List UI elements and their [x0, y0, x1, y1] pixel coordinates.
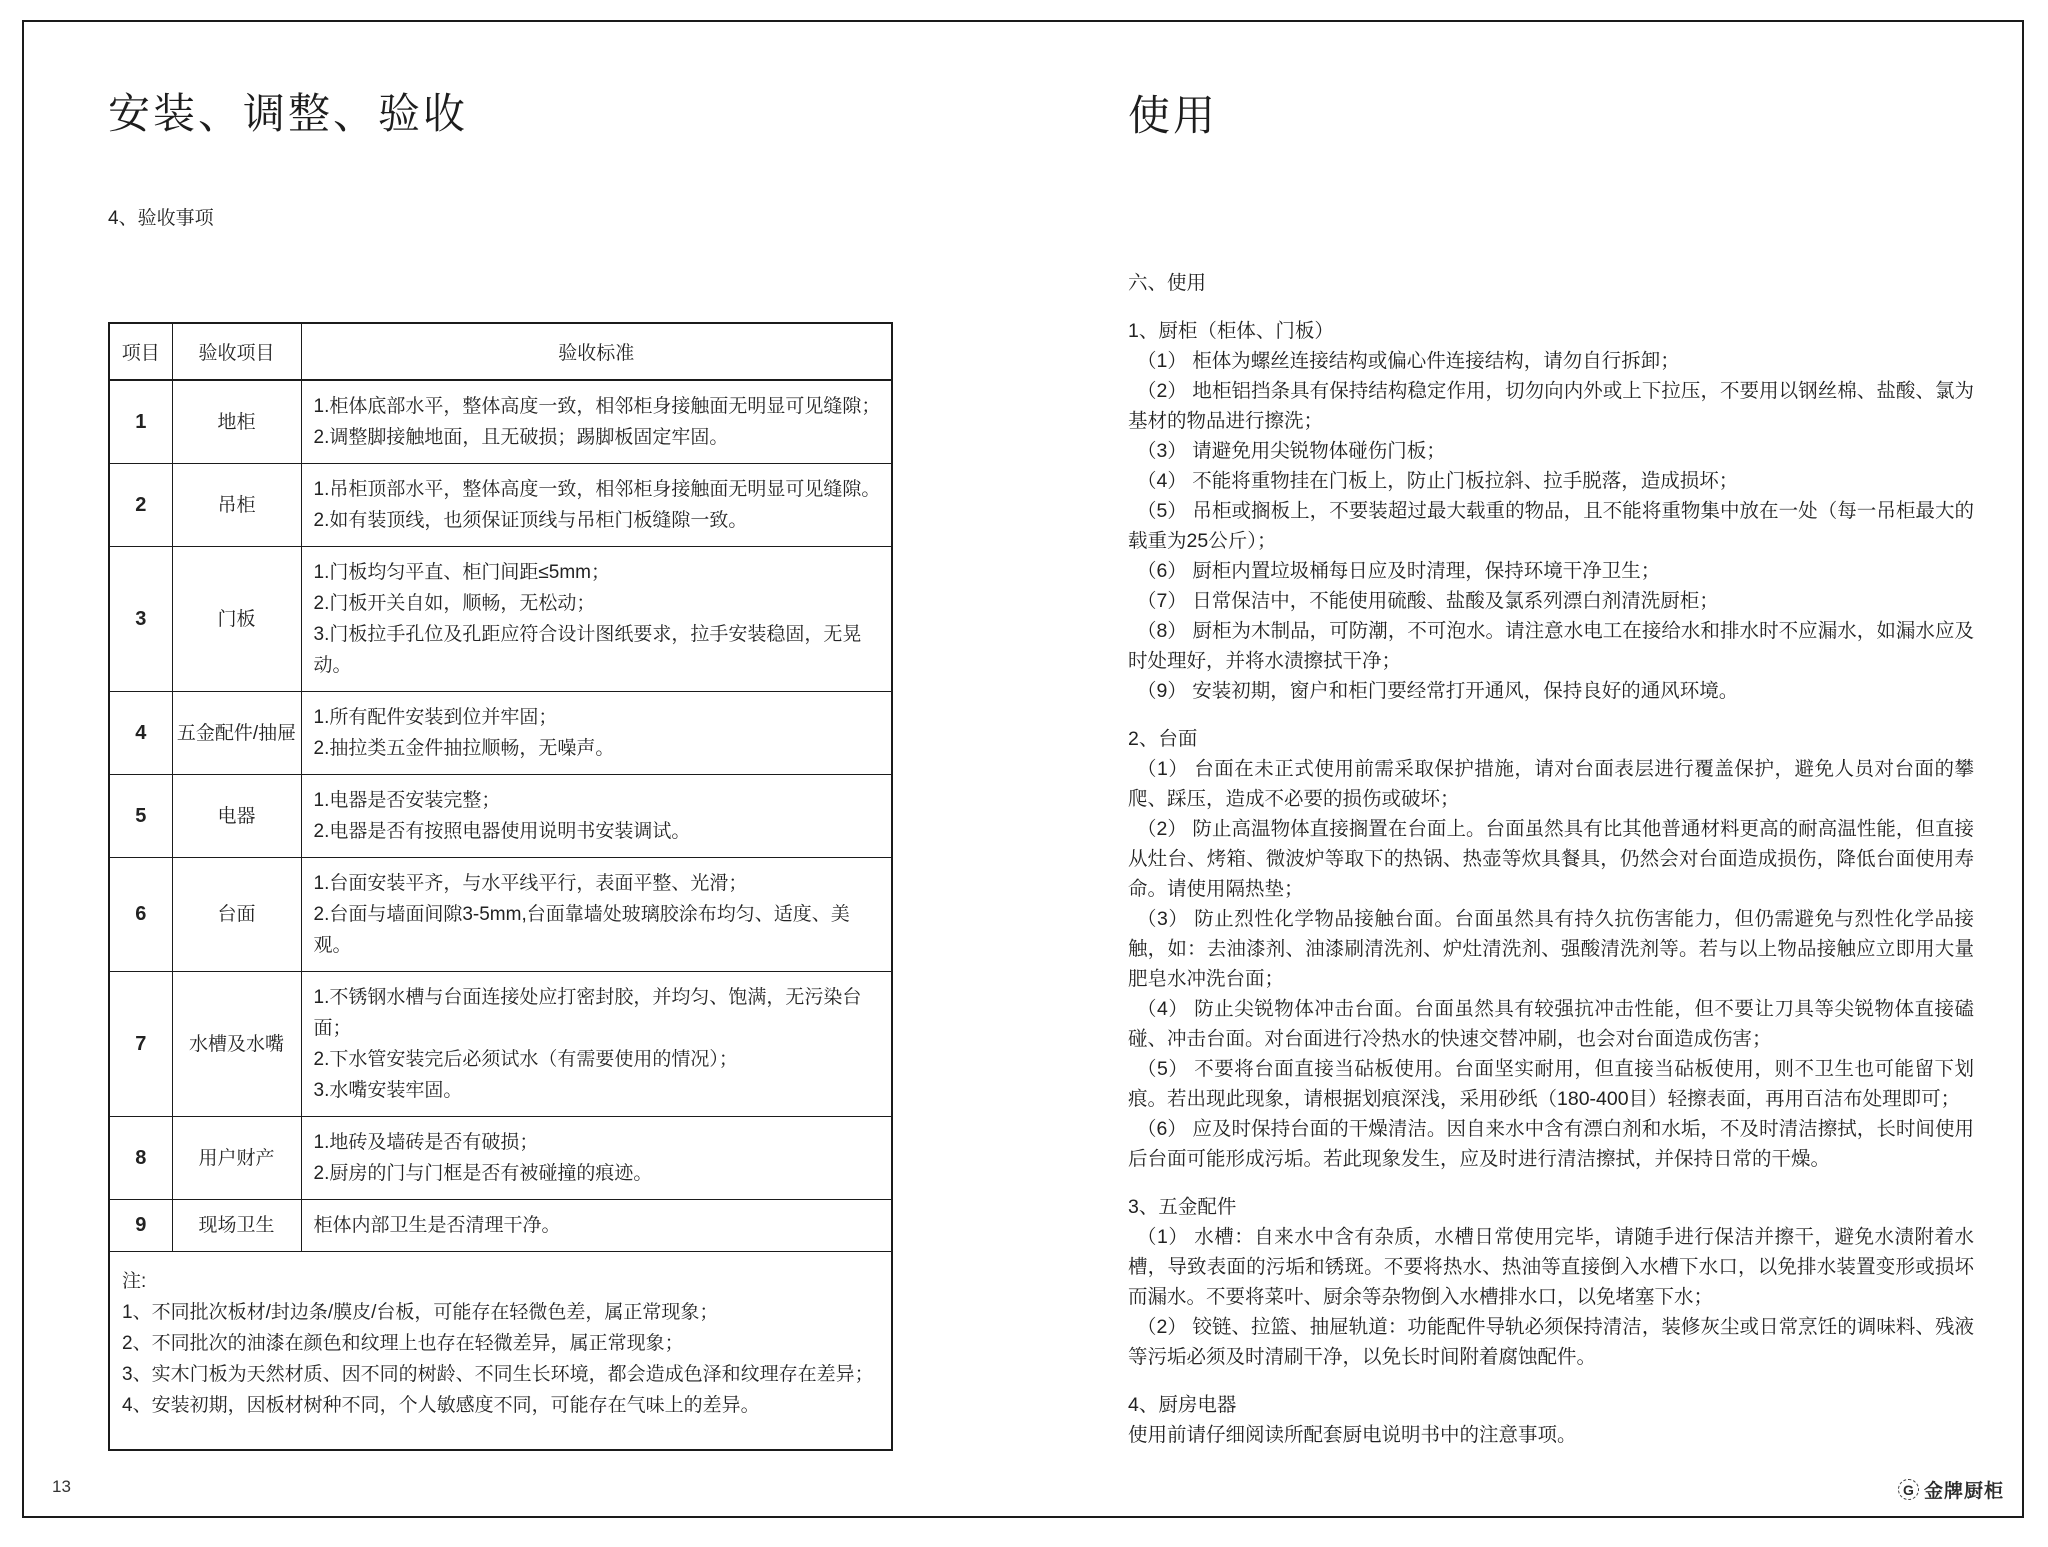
block-heading: 1、厨柜（柜体、门板）: [1128, 320, 1334, 342]
paragraph: （6） 厨柜内置垃圾桶每日应及时清理，保持环境干净卫生；: [1137, 560, 1661, 582]
note-line: 注:: [122, 1271, 147, 1292]
table-header-row: [109, 323, 892, 380]
row-number: 5: [109, 775, 172, 858]
standard-line: 2.门板开关自如，顺畅，无松动；: [313, 593, 596, 614]
note-line: 3、实木门板为天然材质、因不同的树龄、不同生长环境，都会造成色泽和纹理存在差异；: [122, 1364, 874, 1385]
row-number: 3: [109, 547, 172, 692]
paragraph: （1） 水槽：自来水中含有杂质，水槽日常使用完毕，请随手进行保洁并擦干，避免水渍附着水槽，导致表面的污垢和锈斑。不要将热水、热油等直接倒入水槽下水口，以免排水装置变形或损坏而漏水。不要将菜叶、厨余等杂物倒入水槽排水口，以免堵塞下水；: [1128, 1226, 1974, 1308]
row-number: 1: [109, 380, 172, 464]
row-number: 9: [109, 1200, 172, 1252]
row-standard: [301, 972, 892, 1117]
acceptance-table-body: [109, 380, 892, 1252]
standard-line: 1.吊柜顶部水平，整体高度一致，相邻柜身接触面无明显可见缝隙。: [313, 479, 881, 500]
standard-line: 1.电器是否安装完整；: [313, 790, 501, 811]
right-page-title: 使用: [1128, 92, 1219, 139]
header-item-no: 项目: [109, 323, 172, 380]
header-acceptance-item: 验收项目: [172, 323, 301, 380]
usage-section-heading: 六、使用: [1128, 272, 1207, 294]
table-row: [109, 858, 892, 972]
left-column: [108, 88, 998, 1451]
paragraph: （1） 柜体为螺丝连接结构或偏心件连接结构，请勿自行拆卸；: [1137, 350, 1680, 372]
paragraph: （2） 防止高温物体直接搁置在台面上。台面虽然具有比其他普通材料更高的耐高温性能，但直接从灶台、烤箱、微波炉等取下的热锅、热壶等炊具餐具，仍然会对台面造成损伤，降低台面使用寿命。请使用隔热垫；: [1128, 818, 1974, 900]
left-section-label: 4、验收事项: [108, 208, 214, 229]
paragraph: （2） 铰链、拉篮、抽屉轨道：功能配件导轨必须保持清洁，装修灰尘或日常烹饪的调味料、残液等污垢必须及时清刷干净，以免长时间附着腐蚀配件。: [1128, 1316, 1974, 1368]
standard-line: 2.电器是否有按照电器使用说明书安装调试。: [313, 821, 691, 842]
standard-line: 2.下水管安装完后必须试水（有需要使用的情况）；: [313, 1049, 738, 1070]
standard-line: 3.门板拉手孔位及孔距应符合设计图纸要求，拉手安装稳固，无晃动。: [313, 624, 862, 676]
standard-line: 1.柜体底部水平，整体高度一致，相邻柜身接触面无明显可见缝隙；: [313, 396, 881, 417]
standard-line: 2.抽拉类五金件抽拉顺畅，无噪声。: [313, 738, 615, 759]
standard-line: 1.门板均匀平直、柜门间距≤5mm；: [313, 562, 610, 583]
block-heading: 4、厨房电器: [1128, 1394, 1237, 1416]
row-item: 用户财产: [172, 1117, 301, 1200]
standard-line: 1.台面安装平齐，与水平线平行，表面平整、光滑；: [313, 873, 748, 894]
row-standard: [301, 464, 892, 547]
standard-line: 2.调整脚接触地面，且无破损；踢脚板固定牢固。: [313, 427, 729, 448]
paragraph: （3） 请避免用尖锐物体碰伤门板；: [1137, 440, 1446, 462]
paragraph: （7） 日常保洁中，不能使用硫酸、盐酸及氯系列漂白剂清洗厨柜；: [1137, 590, 1719, 612]
block-heading: 3、五金配件: [1128, 1196, 1237, 1218]
paragraph: （9） 安装初期，窗户和柜门要经常打开通风，保持良好的通风环境。: [1137, 680, 1739, 702]
paragraph: 使用前请仔细阅读所配套厨电说明书中的注意事项。: [1128, 1424, 1577, 1446]
row-item: 台面: [172, 858, 301, 972]
row-standard: [301, 547, 892, 692]
standard-line: 柜体内部卫生是否清理干净。: [313, 1215, 561, 1236]
table-row: [109, 547, 892, 692]
paragraph: （4） 防止尖锐物体冲击台面。台面虽然具有较强抗冲击性能，但不要让刀具等尖锐物体直接磕碰、冲击台面。对台面进行冷热水的快速交替冲刷，也会对台面造成伤害；: [1128, 998, 1974, 1050]
row-item: 电器: [172, 775, 301, 858]
standard-line: 2.台面与墙面间隙3-5mm,台面靠墙处玻璃胶涂布均匀、适度、美观。: [313, 904, 850, 956]
table-row: [109, 775, 892, 858]
row-item: 吊柜: [172, 464, 301, 547]
row-item: 五金配件/抽屉: [172, 692, 301, 775]
row-item: 现场卫生: [172, 1200, 301, 1252]
table-row: [109, 380, 892, 464]
row-standard: [301, 775, 892, 858]
table-row: [109, 692, 892, 775]
row-standard: [301, 858, 892, 972]
row-item: 地柜: [172, 380, 301, 464]
row-number: 4: [109, 692, 172, 775]
row-number: 7: [109, 972, 172, 1117]
row-item: 水槽及水嘴: [172, 972, 301, 1117]
brand-text: 金牌厨柜: [1923, 1481, 2004, 1502]
usage-blocks: [1128, 316, 1974, 1450]
table-row: [109, 464, 892, 547]
row-standard: [301, 1200, 892, 1252]
standard-line: 2.厨房的门与门框是否有被碰撞的痕迹。: [313, 1163, 653, 1184]
table-notes-cell: [109, 1252, 892, 1451]
right-column: [1128, 90, 1974, 1450]
paragraph: （5） 不要将台面直接当砧板使用。台面坚实耐用，但直接当砧板使用，则不卫生也可能留下划痕。若出现此现象，请根据划痕深浅，采用砂纸（180-400目）轻擦表面，再用百洁布处理即可；: [1128, 1058, 1974, 1110]
brand-logo: [1898, 1476, 2004, 1503]
row-standard: [301, 692, 892, 775]
block-heading: 2、台面: [1128, 728, 1198, 750]
paragraph: （4） 不能将重物挂在门板上，防止门板拉斜、拉手脱落，造成损坏；: [1137, 470, 1739, 492]
brand-g-icon: G: [1898, 1479, 1919, 1500]
header-acceptance-standard: 验收标准: [301, 323, 892, 380]
note-line: 2、不同批次的油漆在颜色和纹理上也存在轻微差异，属正常现象；: [122, 1333, 684, 1354]
acceptance-table: [108, 322, 893, 1451]
standard-line: 2.如有装顶线，也须保证顶线与吊柜门板缝隙一致。: [313, 510, 748, 531]
row-standard: [301, 1117, 892, 1200]
table-row: [109, 1117, 892, 1200]
paragraph: （6） 应及时保持台面的干燥清洁。因自来水中含有漂白剂和水垢，不及时清洁擦拭，长时间使用后台面可能形成污垢。若此现象发生，应及时进行清洁擦拭，并保持日常的干燥。: [1128, 1118, 1974, 1170]
paragraph: （2） 地柜铝挡条具有保持结构稳定作用，切勿向内外或上下拉压，不要用以钢丝棉、盐酸、氯为基材的物品进行擦洗；: [1128, 380, 1974, 432]
table-row: [109, 1200, 892, 1252]
standard-line: 3.水嘴安装牢固。: [313, 1080, 463, 1101]
paragraph: （3） 防止烈性化学物品接触台面。台面虽然具有持久抗伤害能力，但仍需避免与烈性化学品接触，如：去油漆剂、油漆刷清洗剂、炉灶清洗剂、强酸清洗剂等。若与以上物品接触应立即用大量肥皂水冲洗台面；: [1128, 908, 1974, 990]
note-line: 4、安装初期，因板材树种不同，个人敏感度不同，可能存在气味上的差异。: [122, 1395, 760, 1416]
note-line: 1、不同批次板材/封边条/膜皮/台板，可能存在轻微色差，属正常现象；: [122, 1302, 719, 1323]
row-standard: [301, 380, 892, 464]
paragraph: （5） 吊柜或搁板上，不要装超过最大载重的物品，且不能将重物集中放在一处（每一吊柜最大的载重为25公斤）；: [1128, 500, 1974, 552]
row-number: 8: [109, 1117, 172, 1200]
row-item: 门板: [172, 547, 301, 692]
left-page-title: 安装、调整、验收: [108, 90, 469, 137]
table-row: [109, 972, 892, 1117]
paragraph: （1） 台面在未正式使用前需采取保护措施，请对台面表层进行覆盖保护，避免人员对台面的攀爬、踩压，造成不必要的损伤或破坏；: [1128, 758, 1974, 810]
paragraph: （8） 厨柜为木制品，可防潮，不可泡水。请注意水电工在接给水和排水时不应漏水，如漏水应及时处理好，并将水渍擦拭干净；: [1128, 620, 1974, 672]
row-number: 6: [109, 858, 172, 972]
table-notes-row: [109, 1252, 892, 1451]
standard-line: 1.不锈钢水槽与台面连接处应打密封胶，并均匀、饱满，无污染台面；: [313, 987, 862, 1039]
standard-line: 1.地砖及墙砖是否有破损；: [313, 1132, 539, 1153]
page-number: 13: [52, 1477, 71, 1496]
row-number: 2: [109, 464, 172, 547]
standard-line: 1.所有配件安装到位并牢固；: [313, 707, 558, 728]
